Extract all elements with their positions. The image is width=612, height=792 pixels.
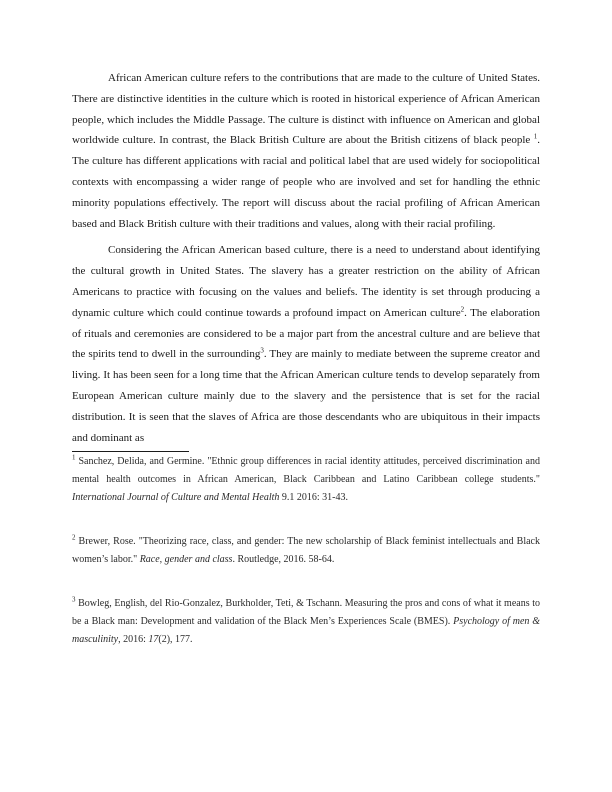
footnote-3-journal: Psychology of men & masculinity [72,616,541,646]
footnote-2-number: 2 [72,534,76,543]
footnote-ref-2[interactable]: 2 [460,305,465,314]
footnote-3-year: , 2016: [118,634,149,646]
footnote-3 [72,595,540,649]
footnote-3-number: 3 [72,596,76,605]
footnote-1 [72,453,540,507]
footnote-3-issue: (2), 177. [158,634,193,646]
footnote-separator [72,451,189,452]
footnote-ref-3[interactable]: 3 [260,346,264,355]
footnote-1-text: Sanchez, Delida, and Germine. "Ethnic group differences in racial identity attitudes, perceived discrimination and mental health outcomes in African American, Black Caribbean and Latino Caribbean college students." [72,456,540,486]
paragraph-2-text-b: . The elaboration of rituals and ceremonies are considered to be a major part from the ancestral culture and are believe that the spirits tend to dwell in the surrounding [72,306,540,361]
body-paragraph-2 [72,240,540,448]
document-page [72,68,540,649]
footnote-3-volume: 17 [148,634,159,646]
footnote-1-journal: International Journal of Culture and Mental Health [72,492,280,504]
paragraph-2-text-a: Considering the African American based culture, there is a need to understand about identifying the cultural growth in United States. The slavery has a greater restriction on the ability of African Americans to practice with focusing on the values and beliefs. The identity is set through producing a dynamic culture which could continue towards a profound impact on American culture [72,244,540,319]
footnote-ref-1[interactable]: 1 [533,132,538,141]
paragraph-1-text-a: African American culture refers to the contributions that are made to the culture of United States. There are distinctive identities in the culture which is rooted in historical experience of African American people, which includes the Middle Passage. The culture is distinct with influence on American and global worldwide culture. In contrast, the Black British Culture are about the British citizens of black people [72,72,540,147]
footnote-2-text: Brewer, Rose. "Theorizing race, class, and gender: The new scholarship of Black feminist intellectuals and Black women’s labor." [72,536,540,566]
footnote-1-details: 9.1 2016: 31-43. [279,492,348,504]
footnote-3-text: Bowleg, English, del Rio-Gonzalez, Burkholder, Teti, & Tschann. Measuring the pros and cons of what it means to be a Black man: Development and validation of the Black Men’s Experiences Scale (BMES). [72,598,540,628]
footnote-2-details: . Routledge, 2016. 58-64. [232,554,335,566]
footnote-2-book: Race, gender and class [139,554,233,566]
footnote-2 [72,533,540,569]
footnote-1-number: 1 [72,454,76,463]
paragraph-1-text-b: . The culture has different applications with racial and political label that are used widely for sociopolitical contexts with encompassing a wider range of people who are involved and set for handling the ethnic minority populations effectively. The report will discuss about the racial profiling of African American based and Black British culture with their traditions and values, along with their racial profiling. [72,134,540,230]
body-paragraph-1 [72,68,540,234]
paragraph-2-text-c: . They are mainly to mediate between the supreme creator and living. It has been seen for a long time that the African American culture tends to develop separately from European American culture mainly due to the slavery and the persistence that is set for the racial distribution. It is seen that the slaves of Africa are those descendants who are ubiquitous in their impacts and dominant as [72,348,540,444]
